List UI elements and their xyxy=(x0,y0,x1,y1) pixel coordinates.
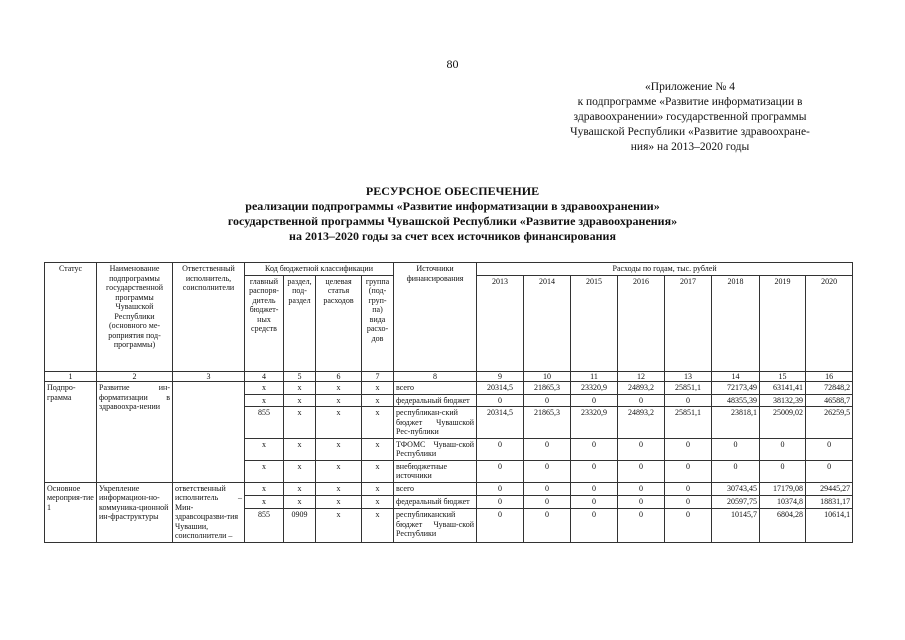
cell-value: 25851,1 xyxy=(665,382,712,395)
header-year: 2013 xyxy=(477,275,524,371)
cell-vr: х xyxy=(362,509,394,542)
cell-value: 0 xyxy=(712,460,760,482)
title-line: государственной программы Чувашской Республики «Развитие здравоохранения» xyxy=(227,214,678,228)
cell-value: 0 xyxy=(618,394,665,407)
cell-value: 0 xyxy=(665,460,712,482)
cell-value: 0 xyxy=(524,495,571,508)
header-budget-code: Код бюджетной классификации xyxy=(245,263,394,276)
cell-cs: х xyxy=(316,394,362,407)
cell-value: 0 xyxy=(665,509,712,542)
cell-value: 0 xyxy=(665,438,712,460)
cell-value: 0 xyxy=(571,394,618,407)
header-year: 2020 xyxy=(806,275,853,371)
cell-rz: 0909 xyxy=(284,509,316,542)
title-line: реализации подпрограммы «Развитие информатизации в здравоохранении» xyxy=(245,199,660,213)
cell-value: 0 xyxy=(618,509,665,542)
cell-value: 0 xyxy=(571,460,618,482)
cell-rz: х xyxy=(284,382,316,395)
cell-source: республикан-ский бюджет Чувашской Рес-публики xyxy=(394,407,477,439)
header-vr: группа (под-груп-па) вида расхо-дов xyxy=(362,275,394,371)
cell-value: 29445,27 xyxy=(806,482,853,495)
cell-value: 0 xyxy=(524,482,571,495)
header-year: 2015 xyxy=(571,275,618,371)
cell-value: 20597,75 xyxy=(712,495,760,508)
column-number: 2 xyxy=(97,371,173,382)
cell-gr: х xyxy=(245,382,284,395)
header-status: Статус xyxy=(45,263,97,372)
header-rz: раздел, под-раздел xyxy=(284,275,316,371)
cell-value: 26259,5 xyxy=(806,407,853,439)
cell-value: 0 xyxy=(571,509,618,542)
appendix-line: «Приложение № 4 xyxy=(645,81,735,93)
cell-source: федеральный бюджет xyxy=(394,394,477,407)
cell-value: 0 xyxy=(477,495,524,508)
cell-value: 23320,9 xyxy=(571,382,618,395)
cell-value: 0 xyxy=(524,438,571,460)
cell-source: федеральный бюджет xyxy=(394,495,477,508)
header-year: 2014 xyxy=(524,275,571,371)
title-line: РЕСУРСНОЕ ОБЕСПЕЧЕНИЕ xyxy=(365,184,540,198)
cell-cs: х xyxy=(316,482,362,495)
header-cs: целевая статья расходов xyxy=(316,275,362,371)
cell-value: 0 xyxy=(760,438,806,460)
cell-value: 0 xyxy=(477,438,524,460)
cell-rz: х xyxy=(284,495,316,508)
cell-value: 0 xyxy=(806,438,853,460)
cell-value: 0 xyxy=(524,509,571,542)
cell-value: 0 xyxy=(571,438,618,460)
cell-cs: х xyxy=(316,460,362,482)
cell-vr: х xyxy=(362,482,394,495)
cell-cs: х xyxy=(316,495,362,508)
cell-cs: х xyxy=(316,382,362,395)
document-title xyxy=(0,184,905,244)
header-name: Наименование подпрограммы государственной программы Чувашской Республики (основного ме-роприятия под-программы) xyxy=(97,263,173,372)
appendix-reference xyxy=(540,80,840,155)
cell-value: 23818,1 xyxy=(712,407,760,439)
cell-value: 23320,9 xyxy=(571,407,618,439)
column-number: 1 xyxy=(45,371,97,382)
cell-value: 0 xyxy=(665,495,712,508)
cell-value: 17179,08 xyxy=(760,482,806,495)
cell-source: всего xyxy=(394,482,477,495)
row-name: Укрепление информацион-но-коммуника-ционной ин-фраструктуры xyxy=(97,482,173,542)
row-executor xyxy=(173,382,245,483)
cell-value: 10614,1 xyxy=(806,509,853,542)
cell-value: 18831,17 xyxy=(806,495,853,508)
column-number: 15 xyxy=(760,371,806,382)
cell-value: 0 xyxy=(618,482,665,495)
cell-source: всего xyxy=(394,382,477,395)
cell-value: 30743,45 xyxy=(712,482,760,495)
header-executor: Ответственный исполнитель, соисполнители xyxy=(173,263,245,372)
header-expenses: Расходы по годам, тыс. рублей xyxy=(477,263,853,276)
table-row xyxy=(45,482,853,495)
cell-rz: х xyxy=(284,438,316,460)
cell-value: 0 xyxy=(712,438,760,460)
cell-value: 72848,2 xyxy=(806,382,853,395)
cell-gr: х xyxy=(245,460,284,482)
header-year: 2017 xyxy=(665,275,712,371)
cell-cs: х xyxy=(316,509,362,542)
resource-table xyxy=(44,262,853,543)
cell-value: 6804,28 xyxy=(760,509,806,542)
column-number: 5 xyxy=(284,371,316,382)
column-number: 14 xyxy=(712,371,760,382)
cell-vr: х xyxy=(362,407,394,439)
column-number: 11 xyxy=(571,371,618,382)
cell-value: 25009,02 xyxy=(760,407,806,439)
column-number-row xyxy=(45,371,853,382)
cell-value: 0 xyxy=(524,460,571,482)
cell-value: 20314,5 xyxy=(477,382,524,395)
header-row xyxy=(45,263,853,276)
header-year: 2019 xyxy=(760,275,806,371)
cell-value: 0 xyxy=(806,460,853,482)
cell-value: 25851,1 xyxy=(665,407,712,439)
cell-vr: х xyxy=(362,495,394,508)
cell-source: внебюджетные источники xyxy=(394,460,477,482)
column-number: 7 xyxy=(362,371,394,382)
cell-value: 10145,7 xyxy=(712,509,760,542)
header-year: 2016 xyxy=(618,275,665,371)
cell-value: 48355,39 xyxy=(712,394,760,407)
cell-value: 0 xyxy=(665,394,712,407)
cell-value: 24893,2 xyxy=(618,382,665,395)
appendix-line: ния» на 2013–2020 годы xyxy=(630,141,750,153)
cell-cs: х xyxy=(316,407,362,439)
cell-gr: 855 xyxy=(245,407,284,439)
cell-rz: х xyxy=(284,407,316,439)
cell-value: 0 xyxy=(760,460,806,482)
page-number: 80 xyxy=(446,57,459,71)
cell-value: 21865,3 xyxy=(524,407,571,439)
cell-value: 72173,49 xyxy=(712,382,760,395)
column-number: 16 xyxy=(806,371,853,382)
column-number: 4 xyxy=(245,371,284,382)
cell-value: 0 xyxy=(477,460,524,482)
appendix-line: здравоохранении» государственной программы xyxy=(573,111,807,123)
column-number: 3 xyxy=(173,371,245,382)
title-line: на 2013–2020 годы за счет всех источников финансирования xyxy=(289,229,616,243)
cell-gr: х xyxy=(245,495,284,508)
cell-value: 0 xyxy=(618,460,665,482)
column-number: 12 xyxy=(618,371,665,382)
cell-value: 38132,39 xyxy=(760,394,806,407)
cell-source: ТФОМС Чуваш-ской Республики xyxy=(394,438,477,460)
cell-value: 0 xyxy=(477,509,524,542)
cell-gr: х xyxy=(245,438,284,460)
cell-rz: х xyxy=(284,394,316,407)
column-number: 6 xyxy=(316,371,362,382)
cell-vr: х xyxy=(362,382,394,395)
cell-value: 0 xyxy=(477,482,524,495)
cell-value: 21865,3 xyxy=(524,382,571,395)
table-row xyxy=(45,382,853,395)
cell-cs: х xyxy=(316,438,362,460)
cell-value: 24893,2 xyxy=(618,407,665,439)
cell-value: 20314,5 xyxy=(477,407,524,439)
row-name: Развитие ин-форматизации в здравоохра-нении xyxy=(97,382,173,483)
cell-gr: 855 xyxy=(245,509,284,542)
appendix-line: к подпрограмме «Развитие информатизации в xyxy=(577,96,803,108)
cell-value: 0 xyxy=(524,394,571,407)
cell-value: 63141,41 xyxy=(760,382,806,395)
header-year: 2018 xyxy=(712,275,760,371)
cell-vr: х xyxy=(362,394,394,407)
cell-rz: х xyxy=(284,482,316,495)
cell-value: 0 xyxy=(571,495,618,508)
cell-value: 46588,7 xyxy=(806,394,853,407)
row-status: Основное мероприя-тие 1 xyxy=(45,482,97,542)
cell-source: республиканский бюджет Чуваш-ской Республики xyxy=(394,509,477,542)
column-number: 13 xyxy=(665,371,712,382)
cell-value: 0 xyxy=(618,495,665,508)
cell-gr: х xyxy=(245,394,284,407)
column-number: 9 xyxy=(477,371,524,382)
column-number: 8 xyxy=(394,371,477,382)
header-source: Источники финансирования xyxy=(394,263,477,372)
cell-vr: х xyxy=(362,460,394,482)
row-status: Подпро-грамма xyxy=(45,382,97,483)
cell-value: 10374,8 xyxy=(760,495,806,508)
cell-value: 0 xyxy=(571,482,618,495)
cell-gr: х xyxy=(245,482,284,495)
cell-vr: х xyxy=(362,438,394,460)
cell-value: 0 xyxy=(665,482,712,495)
column-number: 10 xyxy=(524,371,571,382)
appendix-line: Чувашской Республики «Развитие здравоохране- xyxy=(570,126,810,138)
row-executor: ответственный исполнитель – Мин-здравсоцразви-тия Чувашии, соисполнители – xyxy=(173,482,245,542)
cell-value: 0 xyxy=(477,394,524,407)
header-gr: главный распоря-дитель бюджет-ных средств xyxy=(245,275,284,371)
cell-rz: х xyxy=(284,460,316,482)
cell-value: 0 xyxy=(618,438,665,460)
